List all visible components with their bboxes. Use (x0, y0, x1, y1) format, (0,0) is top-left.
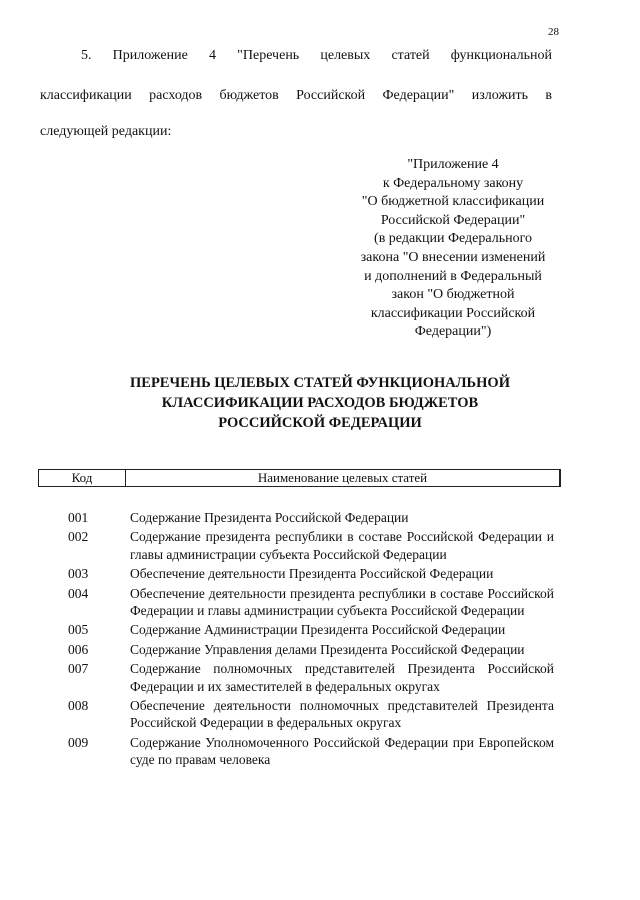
row-code: 004 (68, 585, 89, 601)
appendix-line: Федерации") (414, 324, 492, 340)
table-row (0, 585, 640, 620)
row-name: Обеспечение деятельности Президента Российской Федерации (130, 566, 494, 582)
row-name: Обеспечение деятельности полномочных представителей Президента Российской Федерации в федеральных округах (130, 698, 554, 731)
appendix-line: классификации Российской (370, 305, 536, 321)
row-name: Содержание Управления делами Президента Российской Федерации (130, 641, 525, 657)
table-row (0, 565, 640, 582)
table-header (38, 469, 561, 487)
row-name: Содержание президента республики в составе Российской Федерации и главы администрации субъекта Российской Федерации (130, 529, 554, 562)
intro-line-2: классификации расходов бюджетов Российской Федерации" изложить в (40, 88, 552, 103)
page-number: 28 (548, 26, 559, 38)
row-code: 005 (68, 622, 89, 638)
column-header-name: Наименование целевых статей (257, 470, 428, 485)
appendix-line: к Федеральному закону (382, 175, 524, 191)
row-code: 003 (68, 566, 89, 582)
heading-line: РОССИЙСКОЙ ФЕДЕРАЦИИ (218, 415, 422, 431)
row-name: Содержание Администрации Президента Российской Федерации (130, 622, 506, 638)
row-code: 009 (68, 734, 89, 750)
appendix-line: закон "О бюджетной (391, 287, 515, 303)
row-code: 008 (68, 698, 89, 714)
row-name: Содержание полномочных представителей Президента Российской Федерации и их заместителей в федеральных округах (130, 661, 554, 694)
appendix-line: "О бюджетной классификации (361, 194, 545, 210)
row-code: 006 (68, 641, 89, 657)
row-code: 002 (68, 529, 89, 545)
appendix-line: Российской Федерации" (380, 212, 526, 228)
row-name: Обеспечение деятельности президента республики в составе Российской Федерации и главы администрации субъекта Российской Федерации (130, 585, 554, 619)
row-name: Содержание Уполномоченного Российской Федерации при Европейском суде по правам человека (130, 734, 554, 768)
column-header-code: Код (39, 470, 126, 486)
document-heading (0, 373, 640, 433)
table-row (0, 734, 640, 769)
table-row (0, 621, 640, 638)
row-code: 001 (68, 510, 89, 525)
appendix-line: (в редакции Федерального (374, 231, 532, 247)
table-row (0, 660, 640, 695)
row-name: Содержание Президента Российской Федерации (130, 510, 409, 525)
table-body (0, 509, 640, 771)
appendix-reference (318, 156, 588, 342)
intro-line-1: 5. Приложение 4 "Перечень целевых статей функциональной (81, 48, 552, 63)
heading-line: ПЕРЕЧЕНЬ ЦЕЛЕВЫХ СТАТЕЙ ФУНКЦИОНАЛЬНОЙ (130, 375, 510, 391)
table-row (0, 528, 640, 563)
table-row (0, 641, 640, 658)
appendix-line: и дополнений в Федеральный (364, 268, 542, 284)
row-code: 007 (68, 661, 89, 677)
heading-line: КЛАССИФИКАЦИИ РАСХОДОВ БЮДЖЕТОВ (161, 395, 479, 411)
intro-line-3: следующей редакции: (40, 124, 172, 139)
table-row (0, 509, 640, 526)
appendix-line: "Приложение 4 (407, 157, 499, 172)
appendix-line: закона "О внесении изменений (360, 249, 546, 265)
table-row (0, 697, 640, 732)
